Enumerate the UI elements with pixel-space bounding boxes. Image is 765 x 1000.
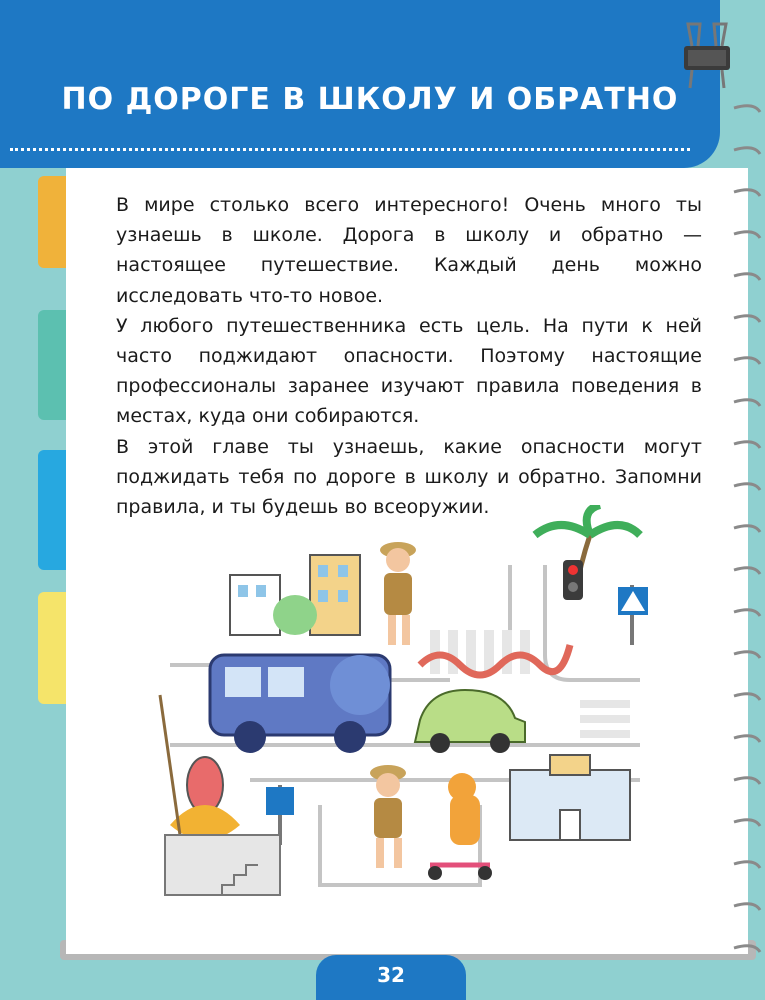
pedestrian-crossing-sign-icon — [618, 585, 648, 645]
traffic-light-icon — [563, 560, 583, 600]
bus-elephant-icon — [210, 655, 390, 753]
paragraph: В мире столько всего интересного! Очень много ты узнаешь в школе. Дорога в школу и обратно — настоящее путешествие. Каждый день можно исследовать что-то новое. — [116, 194, 702, 307]
palm-tree-icon — [535, 505, 640, 595]
paragraph: В этой главе ты узнаешь, какие опасности могут поджидать тебя по дороге в школу и обратно. Запомни правила, и ты будешь во всеоружии. — [116, 435, 702, 519]
underpass-stairs — [165, 835, 280, 895]
explorer-girl-icon — [380, 542, 416, 645]
body-text — [116, 190, 702, 522]
page-number: 32 — [377, 963, 405, 987]
school-building-icon — [510, 755, 630, 840]
dotted-divider — [10, 148, 690, 151]
chapter-title: ПО ДОРОГЕ В ШКОЛУ И ОБРАТНО — [61, 82, 679, 117]
road-illustration — [150, 505, 650, 920]
houses-icon — [230, 555, 360, 635]
tiger-on-scooter-icon — [428, 773, 492, 880]
snake-icon — [420, 645, 570, 675]
paragraph: У любого путешественника есть цель. На пути к ней часто поджидают опасности. Поэтому настоящие профессионалы заранее изучают правила поведения в местах, куда они собираются. — [116, 314, 702, 428]
spiral-binding — [728, 0, 765, 1000]
